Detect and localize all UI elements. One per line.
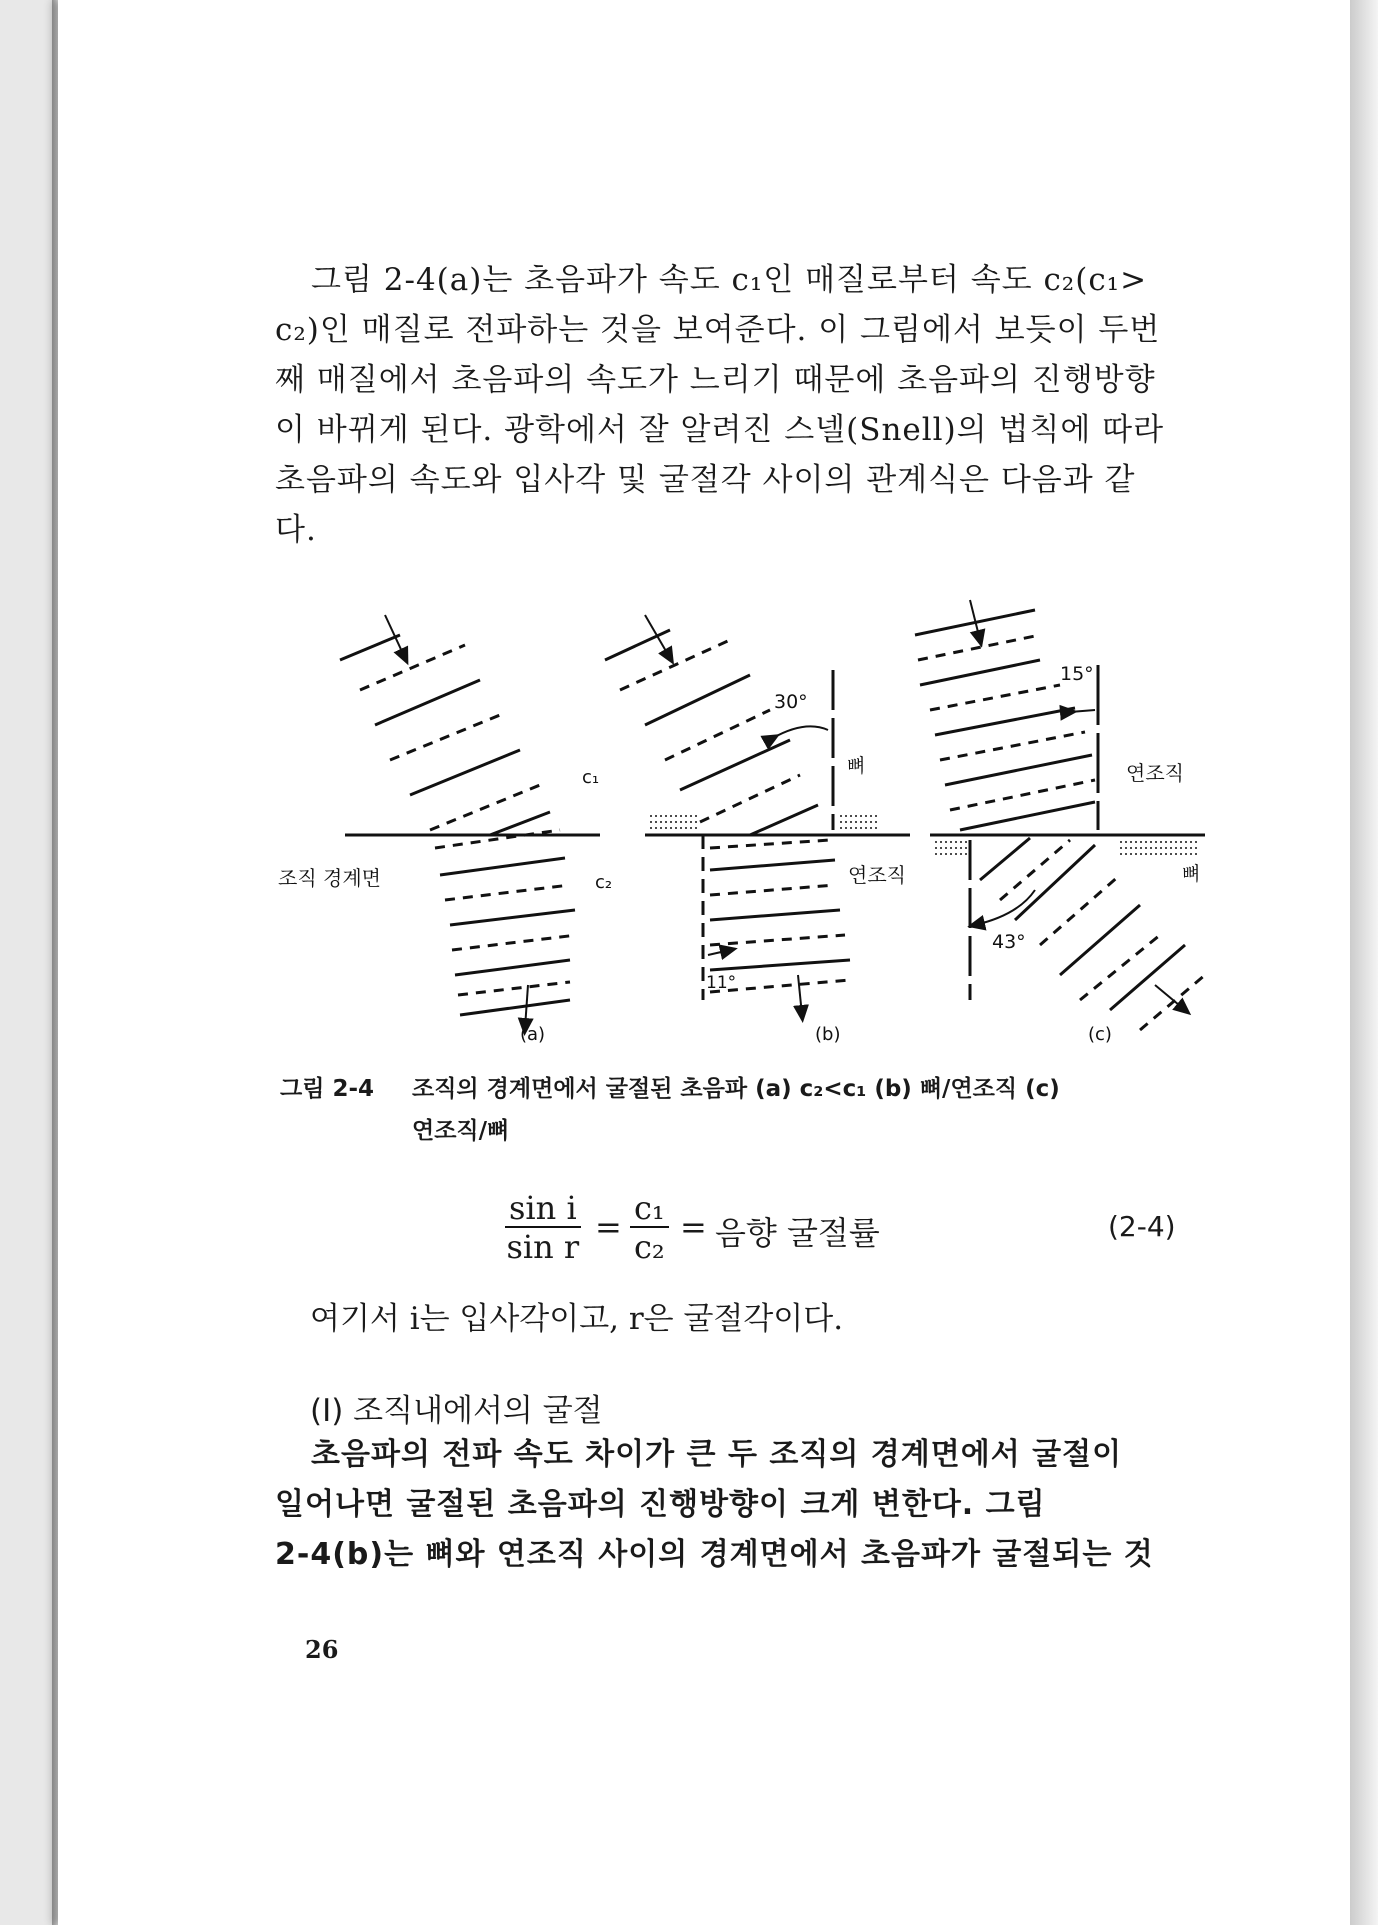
bone-label-c: 뼈: [1182, 863, 1201, 885]
panel-b-label: (b): [815, 1024, 841, 1045]
panel-b: [605, 615, 910, 1015]
section-heading: (I) 조직내에서의 굴절: [310, 1393, 603, 1429]
refraction-index-text: 음향 굴절률: [715, 1214, 880, 1252]
fraction-sin: [505, 1190, 581, 1266]
angle-30-label: 30°: [774, 691, 808, 713]
page-number: 26: [305, 1635, 339, 1664]
numerator-sin-i: sin i: [505, 1190, 581, 1228]
text-line: 그림 2-4(a)는 초음파가 속도 c₁인 매질로부터 속도 c₂(c₁>: [311, 262, 1148, 298]
bone-label-b: 뼈: [847, 755, 866, 777]
equals-sign: =: [595, 1208, 622, 1246]
section-paragraph: [275, 1430, 1210, 1580]
definition-line: 여기서 i는 입사각이고, r은 굴절각이다.: [310, 1301, 844, 1337]
numerator-c1: c₁: [630, 1190, 669, 1228]
text-line: 이 바뀌게 된다. 광학에서 잘 알려진 스넬(Snell)의 법칙에 따라: [275, 412, 1165, 448]
c2-label: c₂: [595, 872, 613, 893]
page-right-edge: [1350, 0, 1378, 1925]
soft-tissue-label-c: 연조직: [1126, 761, 1184, 785]
panel-c-label: (c): [1088, 1024, 1112, 1045]
text-line: 초음파의 속도와 입사각 및 굴절각 사이의 관계식은 다음과 같: [275, 462, 1136, 498]
refraction-figure: [270, 590, 1210, 1060]
text-line: 다.: [275, 512, 317, 548]
caption-line1: 조직의 경계면에서 굴절된 초음파 (a) c₂<c₁ (b) 뼈/연조직 (c): [412, 1076, 1060, 1102]
text-line: 째 매질에서 초음파의 속도가 느리기 때문에 초음파의 진행방향: [275, 362, 1156, 398]
denominator-sin-r: sin r: [506, 1228, 580, 1266]
denominator-c2: c₂: [634, 1228, 665, 1266]
interface-label: 조직 경계면: [278, 866, 381, 890]
angle-11-label: 11°: [706, 973, 737, 993]
equals-sign: =: [680, 1208, 707, 1246]
text-line: 일어나면 굴절된 초음파의 진행방향이 크게 변한다. 그림: [275, 1487, 1046, 1522]
snell-equation: [505, 1190, 1205, 1270]
angle-43-label: 43°: [992, 931, 1026, 953]
caption-line2: 연조직/뼈: [412, 1118, 510, 1144]
c1-label: c₁: [582, 767, 600, 788]
angle-15-label: 15°: [1060, 663, 1094, 685]
equation-number: (2-4): [1108, 1210, 1176, 1243]
soft-tissue-label-b: 연조직: [848, 863, 906, 887]
fraction-c: [630, 1190, 669, 1266]
text-line: 초음파의 전파 속도 차이가 큰 두 조직의 경계면에서 굴절이: [311, 1437, 1123, 1472]
panel-a-label: (a): [520, 1024, 546, 1045]
intro-paragraph: [275, 255, 1210, 555]
panel-a: [340, 615, 600, 1028]
caption-label: 그림 2-4: [280, 1076, 374, 1102]
figure-caption: [280, 1068, 1220, 1152]
text-line: c₂)인 매질로 전파하는 것을 보여준다. 이 그림에서 보듯이 두번: [275, 312, 1161, 348]
text-line: 2-4(b)는 뼈와 연조직 사이의 경계면에서 초음파가 굴절되는 것: [275, 1537, 1154, 1572]
